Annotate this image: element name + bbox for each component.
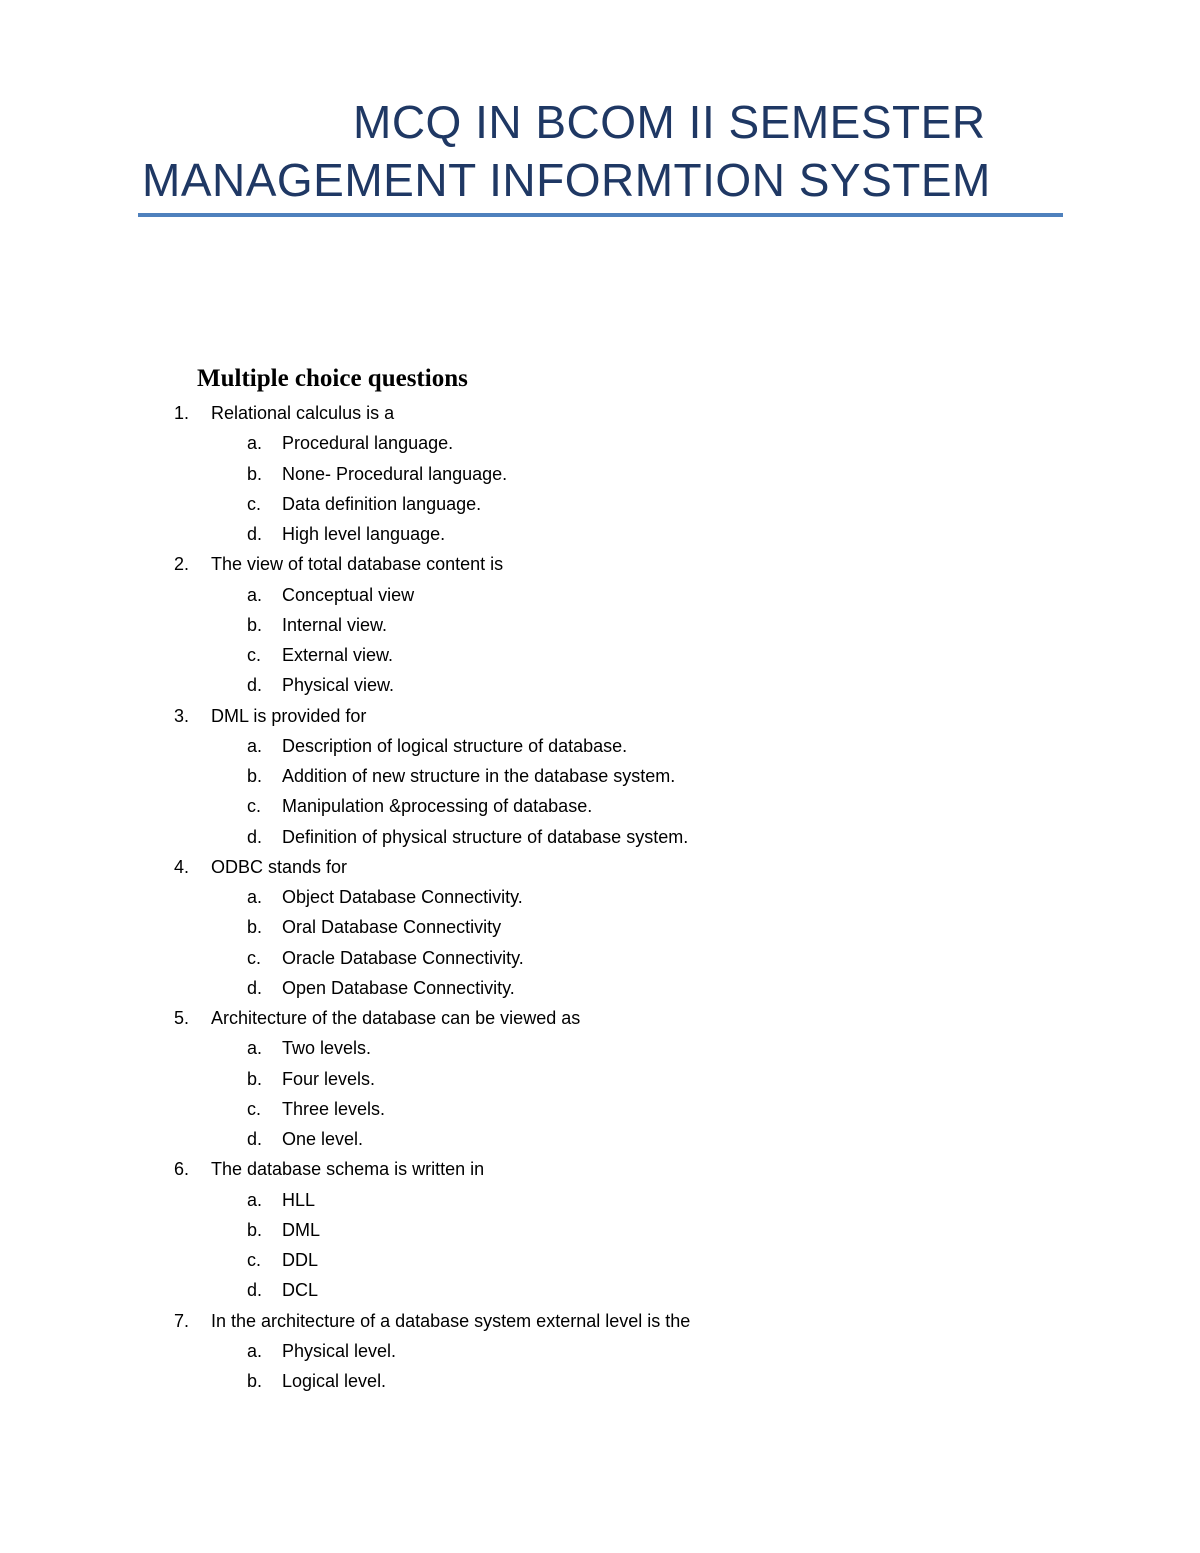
answer-option — [174, 1033, 1074, 1063]
question-number: 6. — [174, 1159, 190, 1180]
option-letter: c. — [247, 1250, 262, 1270]
title-underline-rule — [138, 213, 1063, 217]
option-letter: d. — [247, 977, 263, 998]
option-text: Internal view. — [282, 614, 388, 635]
answer-option — [174, 822, 1074, 852]
question-item — [174, 1154, 1074, 1184]
option-text: DCL — [282, 1280, 319, 1301]
option-letter: d. — [247, 1280, 263, 1301]
answer-option — [174, 1366, 1074, 1396]
option-letter: d. — [247, 1129, 263, 1149]
answer-option — [174, 943, 1074, 973]
option-letter: b. — [247, 614, 263, 635]
option-text: None- Procedural language. — [282, 463, 508, 484]
option-text: Three levels. — [282, 1098, 386, 1119]
answer-option — [174, 1185, 1074, 1215]
option-letter: a. — [247, 735, 263, 756]
answer-option — [174, 973, 1074, 1003]
option-text: Physical level. — [282, 1340, 397, 1361]
question-text: The database schema is written in — [211, 1159, 485, 1180]
question-list — [174, 398, 1074, 1396]
option-letter: b. — [247, 917, 263, 938]
answer-option — [174, 1124, 1074, 1154]
option-letter: a. — [247, 584, 263, 605]
question-item — [174, 1306, 1074, 1336]
answer-option — [174, 640, 1074, 670]
option-letter: d. — [247, 675, 263, 696]
question-text: The view of total database content is — [211, 554, 504, 575]
option-text: Object Database Connectivity. — [282, 887, 523, 907]
answer-option — [174, 489, 1074, 519]
answer-option — [174, 610, 1074, 640]
option-letter: c. — [247, 1098, 262, 1119]
option-text: Data definition language. — [282, 493, 482, 514]
option-letter: a. — [247, 887, 263, 907]
document-title-line1: MCQ IN BCOM II SEMESTER — [353, 96, 986, 148]
answer-option — [174, 882, 1074, 912]
option-text: Oracle Database Connectivity. — [282, 947, 524, 968]
option-letter: d. — [247, 826, 263, 847]
option-letter: b. — [247, 463, 263, 484]
option-text: Two levels. — [282, 1038, 372, 1059]
question-item — [174, 701, 1074, 731]
question-item — [174, 852, 1074, 882]
answer-option — [174, 1215, 1074, 1245]
answer-option — [174, 1245, 1074, 1275]
answer-option — [174, 428, 1074, 458]
question-number: 5. — [174, 1008, 190, 1028]
option-text: External view. — [282, 645, 394, 665]
option-letter: d. — [247, 524, 263, 544]
question-number: 4. — [174, 856, 190, 877]
answer-option — [174, 519, 1074, 549]
answer-option — [174, 459, 1074, 489]
option-letter: a. — [247, 1038, 263, 1059]
option-text: Description of logical structure of database. — [282, 735, 628, 756]
option-letter: a. — [247, 1189, 263, 1210]
answer-option — [174, 731, 1074, 761]
option-letter: b. — [247, 1068, 263, 1089]
option-text: DML — [282, 1219, 321, 1240]
question-number: 7. — [174, 1310, 190, 1331]
option-text: Four levels. — [282, 1068, 376, 1089]
option-letter: b. — [247, 1371, 263, 1391]
option-text: Procedural language. — [282, 433, 454, 454]
question-item — [174, 1003, 1074, 1033]
question-text: ODBC stands for — [211, 856, 348, 877]
section-heading: Multiple choice questions — [197, 365, 468, 392]
option-letter: c. — [247, 796, 262, 817]
option-text: One level. — [282, 1129, 364, 1149]
question-item — [174, 398, 1074, 428]
document-title-line2: MANAGEMENT INFORMTION SYSTEM — [142, 154, 991, 206]
answer-option — [174, 1275, 1074, 1305]
option-text: High level language. — [282, 524, 446, 544]
question-text: Relational calculus is a — [211, 403, 395, 423]
question-number: 1. — [174, 403, 190, 423]
option-text: Physical view. — [282, 675, 395, 696]
answer-option — [174, 791, 1074, 821]
option-letter: b. — [247, 766, 263, 786]
option-letter: a. — [247, 433, 263, 454]
answer-option — [174, 1094, 1074, 1124]
option-text: Oral Database Connectivity — [282, 917, 502, 938]
option-text: Manipulation &processing of database. — [282, 796, 593, 817]
answer-option — [174, 1336, 1074, 1366]
option-text: Definition of physical structure of database system. — [282, 826, 689, 847]
option-letter: c. — [247, 645, 262, 665]
option-text: Addition of new structure in the database system. — [282, 766, 676, 786]
question-item — [174, 549, 1074, 579]
option-letter: b. — [247, 1219, 263, 1240]
question-text: DML is provided for — [211, 705, 367, 726]
answer-option — [174, 761, 1074, 791]
answer-option — [174, 670, 1074, 700]
question-text: Architecture of the database can be viewed as — [211, 1008, 581, 1028]
answer-option — [174, 580, 1074, 610]
option-text: Logical level. — [282, 1371, 387, 1391]
option-letter: c. — [247, 493, 262, 514]
option-letter: c. — [247, 947, 262, 968]
option-text: Open Database Connectivity. — [282, 977, 515, 998]
question-number: 3. — [174, 705, 190, 726]
option-letter: a. — [247, 1340, 263, 1361]
answer-option — [174, 1064, 1074, 1094]
option-text: DDL — [282, 1250, 319, 1270]
question-number: 2. — [174, 554, 190, 575]
question-text: In the architecture of a database system external level is the — [211, 1310, 691, 1331]
option-text: HLL — [282, 1189, 316, 1210]
option-text: Conceptual view — [282, 584, 415, 605]
answer-option — [174, 912, 1074, 942]
